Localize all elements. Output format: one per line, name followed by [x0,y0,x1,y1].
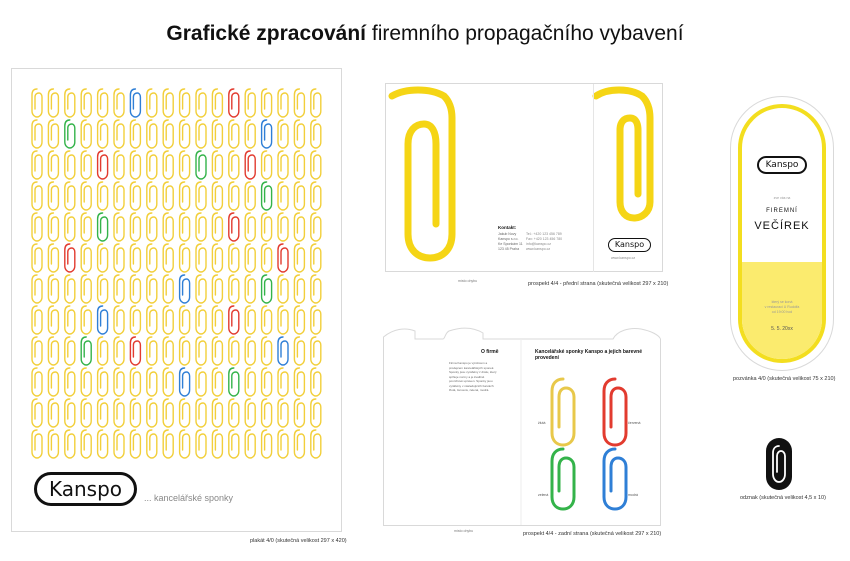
paperclip-icon [229,399,239,427]
paperclip-icon [163,213,173,241]
paperclip-icon [196,213,206,241]
about-text: Firma Kanspo je výrobcem a prodejcem kancelářských sponek. Sponky jsou vyráběny z drátu, který splňuje normy a je kvalitně povrchově upraven. Sponky jsou vyráběny v následujících barvách: žlutá, červená, zelená, modrá. [449,361,497,392]
contact-detail: info@kanspo.cz [526,242,551,246]
paperclip-pattern [30,87,326,461]
paperclip-icon [98,244,108,272]
paperclip-icon [294,151,304,179]
contact-detail: www.kanspo.cz [526,247,551,251]
kanspo-logo-invitation: Kanspo [757,156,807,174]
paperclip-icon [180,244,190,272]
paperclip-icon [163,275,173,303]
paperclip-icon [65,89,75,117]
paperclip-icon [48,430,58,458]
paperclip-icon [81,244,91,272]
fold-note: místo ohybu [458,279,478,283]
paperclip-icon [196,368,206,396]
paperclip-icon [311,151,321,179]
paperclip-icon [48,151,58,179]
brochure-back [383,325,661,526]
paperclip-icon [147,89,157,117]
paperclip-icon [48,337,58,365]
paperclip-icon [32,213,42,241]
paperclip-icon [65,337,75,365]
paperclip-icon [278,399,288,427]
badge-caption: odznak (skutečná velikost 4,5 x 10) [740,495,826,501]
paperclip-icon [196,244,206,272]
paperclip-icon [229,89,239,117]
kanspo-logo-small: Kanspo [608,238,651,252]
paperclip-icon [180,89,190,117]
paperclip-icon [196,275,206,303]
paperclip-icon [98,182,108,210]
paperclip-icon [130,430,140,458]
paperclip-icon [81,337,91,365]
invitation-frame [738,104,826,363]
color-clips [543,373,653,513]
paperclip-icon [147,399,157,427]
paperclip-icon [48,182,58,210]
paperclip-icon [278,89,288,117]
paperclip-icon [65,151,75,179]
contact-detail: Fax: +420 123 456 780 [526,237,563,241]
brochure-back-caption: prospekt 4/4 - zadní strana (skutečná velikost 297 x 210) [523,531,662,537]
paperclip-icon [98,151,108,179]
paperclip-icon [98,430,108,458]
paperclip-icon [114,182,124,210]
paperclip-icon [196,182,206,210]
paperclip-icon [245,306,255,334]
contact-line: 123 45 Praha [498,247,520,251]
paperclip-icon [311,275,321,303]
paperclip-icon [130,182,140,210]
poster-caption: plakát 4/0 (skutečná velikost 297 x 420) [250,538,347,544]
paperclip-icon [229,430,239,458]
paperclip-icon [294,244,304,272]
paperclip-icon [278,368,288,396]
paperclip-icon [65,120,75,148]
fold-line [593,84,594,272]
paperclip-icon [245,120,255,148]
clip-label: žlutá [538,421,546,425]
paperclip-icon [229,306,239,334]
paperclip-icon [262,182,272,210]
paperclip-icon [180,120,190,148]
paperclip-icon [766,438,792,490]
paperclip-icon [114,244,124,272]
paperclip-icon [196,399,206,427]
paperclip-icon [180,213,190,241]
paperclip-icon [278,337,288,365]
paperclip-icon [147,337,157,365]
paperclip-icon [130,368,140,396]
contact-title: Kontakt: [498,225,517,230]
paperclip-icon [81,368,91,396]
paperclip-blue [604,449,626,509]
paperclip-icon [196,120,206,148]
paperclip-icon [114,120,124,148]
paperclip-icon [163,368,173,396]
invitation-line2: VEČÍREK [754,220,810,232]
paperclip-icon [262,430,272,458]
paperclip-icon [245,213,255,241]
paperclip-icon [32,275,42,303]
paperclip-icon [212,399,222,427]
paperclip-icon [294,430,304,458]
paperclip-icon [278,430,288,458]
paperclip-icon [229,337,239,365]
paperclip-icon [163,89,173,117]
title-rest: firemního propagačního vybavení [371,22,684,45]
paperclip-icon [81,399,91,427]
paperclip-icon [114,213,124,241]
paperclip-icon [130,213,140,241]
paperclip-icon [180,306,190,334]
paperclip-icon [278,151,288,179]
paperclip-icon [180,275,190,303]
paperclip-icon [196,89,206,117]
paperclip-icon [212,368,222,396]
paperclip-icon [147,120,157,148]
paperclip-icon [65,430,75,458]
paperclip-icon [163,120,173,148]
paperclip-icon [32,182,42,210]
paperclip-icon [130,399,140,427]
paperclip-icon [114,368,124,396]
paperclip-icon [311,244,321,272]
venue-line: který se koná [771,300,793,304]
venue-line: od 19:00 hod [771,310,793,314]
paperclip-icon [65,368,75,396]
paperclip-icon [81,151,91,179]
paperclip-icon [32,151,42,179]
paperclip-icon [262,213,272,241]
paperclip-icon [114,89,124,117]
paperclip-icon [262,275,272,303]
paperclip-icon [180,368,190,396]
poster-slogan: ... kancelářské sponky [144,493,234,503]
invitation-line1: FIREMNÍ [766,208,798,214]
paperclip-icon [98,337,108,365]
clips-title: Kancelářské sponky Kanspo a jejich barevné provedení [535,349,642,361]
paperclip-icon [130,89,140,117]
paperclip-icon [98,306,108,334]
contact-lines [498,232,523,252]
paperclip-icon [147,368,157,396]
clip-label: modrá [628,493,638,497]
paperclip-icon [212,89,222,117]
paperclip-icon [278,120,288,148]
paperclip-icon [229,368,239,396]
brochure-web: www.kanspo.cz [611,256,636,260]
paperclip-icon [163,182,173,210]
paperclip-icon [278,182,288,210]
paperclip-icon [163,244,173,272]
invitation-small-text: zve vás na [773,196,791,200]
paperclip-icon [48,120,58,148]
paperclip-icon [65,244,75,272]
paperclip-icon [98,368,108,396]
paperclip-icon [262,89,272,117]
invitation-venue [742,300,822,315]
paperclip-icon [32,89,42,117]
paperclip-icon [212,151,222,179]
paperclip-icon [81,182,91,210]
paperclip-icon [81,213,91,241]
paperclip-icon [114,306,124,334]
paperclip-icon [48,213,58,241]
paperclip-icon [98,399,108,427]
paperclip-icon [114,430,124,458]
paperclip-icon [229,275,239,303]
paperclip-icon [294,182,304,210]
paperclip-icon [81,275,91,303]
paperclip-icon [130,275,140,303]
paperclip-icon [32,337,42,365]
paperclip-icon [48,399,58,427]
invitation-caption: pozvánka 4/0 (skutečná velikost 75 x 210) [733,376,836,382]
clip-label: červená [628,421,641,425]
paperclip-icon [114,275,124,303]
paperclip-icon [163,337,173,365]
paperclip-icon [114,337,124,365]
paperclip-icon [245,430,255,458]
paperclip-icon [311,337,321,365]
paperclip-icon [98,89,108,117]
paperclip-icon [130,120,140,148]
invitation [730,96,834,371]
paperclip-icon [180,151,190,179]
paperclip-icon [245,182,255,210]
paperclip-icon [130,244,140,272]
paperclip-icon [65,275,75,303]
paperclip-icon [196,337,206,365]
brochure-front [385,83,663,272]
paperclip-icon [48,306,58,334]
contact-line: Jakub Novy [498,232,517,236]
paperclip-icon [48,244,58,272]
paperclip-icon [130,151,140,179]
paperclip-icon [32,430,42,458]
paperclip-icon [262,399,272,427]
paperclip-green [552,449,574,509]
badge [766,438,792,490]
paperclip-icon [245,151,255,179]
paperclip-icon [65,306,75,334]
paperclip-icon [81,306,91,334]
paperclip-icon [81,89,91,117]
paperclip-icon [147,275,157,303]
paperclip-icon [212,306,222,334]
paperclip-icon [212,430,222,458]
paperclip-icon [163,430,173,458]
paperclip-icon [212,213,222,241]
paperclip-icon [147,430,157,458]
paperclip-icon [212,337,222,365]
paperclip-icon [311,213,321,241]
paperclip-icon [262,120,272,148]
paperclip-icon [114,399,124,427]
paperclip-icon [294,306,304,334]
paperclip-icon [180,337,190,365]
poster [11,68,342,532]
paperclip-icon [212,275,222,303]
paperclip-icon [32,368,42,396]
paperclip-icon [147,182,157,210]
paperclip-icon [245,244,255,272]
paperclip-icon [294,120,304,148]
paperclip-icon [98,275,108,303]
paperclip-icon [245,399,255,427]
paperclip-icon [294,368,304,396]
paperclip-icon [32,306,42,334]
paperclip-icon [278,275,288,303]
paperclip-icon [163,306,173,334]
paperclip-icon [196,306,206,334]
paperclip-icon [311,120,321,148]
paperclip-icon [311,306,321,334]
contact-line: Kanspo s.r.o. [498,237,519,241]
paperclip-icon [262,151,272,179]
paperclip-icon [212,182,222,210]
paperclip-icon [180,430,190,458]
paperclip-red [604,379,626,445]
paperclip-icon [229,244,239,272]
paperclip-icon [196,430,206,458]
paperclip-icon [294,399,304,427]
paperclip-icon [147,244,157,272]
paperclip-icon [229,182,239,210]
paperclip-icon [278,213,288,241]
paperclip-icon [245,89,255,117]
paperclip-icon [311,430,321,458]
paperclip-icon [65,182,75,210]
paperclip-icon [212,244,222,272]
paperclip-icon [229,151,239,179]
paperclip-icon [196,151,206,179]
contact-details [526,232,562,252]
clip-label: zelená [538,493,549,497]
paperclip-icon [48,89,58,117]
invitation-date: 5. 5. 20xx [771,326,793,332]
kanspo-logo: Kanspo [34,472,137,506]
paperclip-icon [229,120,239,148]
paperclip-icon [32,244,42,272]
fold-note: místo ohybu [454,529,474,533]
paperclip-icon [163,151,173,179]
paperclip-icon [130,337,140,365]
paperclip-icon [65,213,75,241]
paperclip-icon [114,151,124,179]
paperclip-icon [311,368,321,396]
paperclip-icon [163,399,173,427]
paperclip-icon [311,182,321,210]
paperclip-icon [81,430,91,458]
paperclip-icon [311,399,321,427]
page-title [0,22,850,46]
paperclip-icon [147,151,157,179]
contact-detail: Tel.: +420 123 456 789 [526,232,562,236]
paperclip-icon [212,120,222,148]
paperclip-icon [98,213,108,241]
paperclip-icon [180,182,190,210]
paperclip-icon [81,120,91,148]
paperclip-icon [130,306,140,334]
paperclip-icon [294,275,304,303]
contact-line: Ke Sponkám 11 [498,242,523,246]
paperclip-yellow [552,379,574,445]
paperclip-icon [65,399,75,427]
paperclip-icon [278,244,288,272]
paperclip-icon [180,399,190,427]
paperclip-icon [245,368,255,396]
paperclip-icon [294,337,304,365]
paperclip-icon [245,337,255,365]
paperclip-icon [262,368,272,396]
paperclip-icon [262,306,272,334]
paperclip-icon [98,120,108,148]
paperclip-icon [294,213,304,241]
paperclip-icon [147,306,157,334]
paperclip-icon [229,213,239,241]
paperclip-icon [48,368,58,396]
paperclip-icon [147,213,157,241]
about-title: O firmě [481,349,499,355]
paperclip-icon [294,89,304,117]
title-bold: Grafické zpracování [166,22,367,45]
paperclip-icon [278,306,288,334]
paperclip-icon [262,337,272,365]
paperclip-icon [245,275,255,303]
brochure-front-caption: prospekt 4/4 - přední strana (skutečná velikost 297 x 210) [528,281,669,287]
paperclip-icon [32,120,42,148]
venue-line: v restauraci U Rudolfa [764,305,800,309]
paperclip-icon [32,399,42,427]
paperclip-icon [311,89,321,117]
paperclip-icon [48,275,58,303]
paperclip-icon [262,244,272,272]
